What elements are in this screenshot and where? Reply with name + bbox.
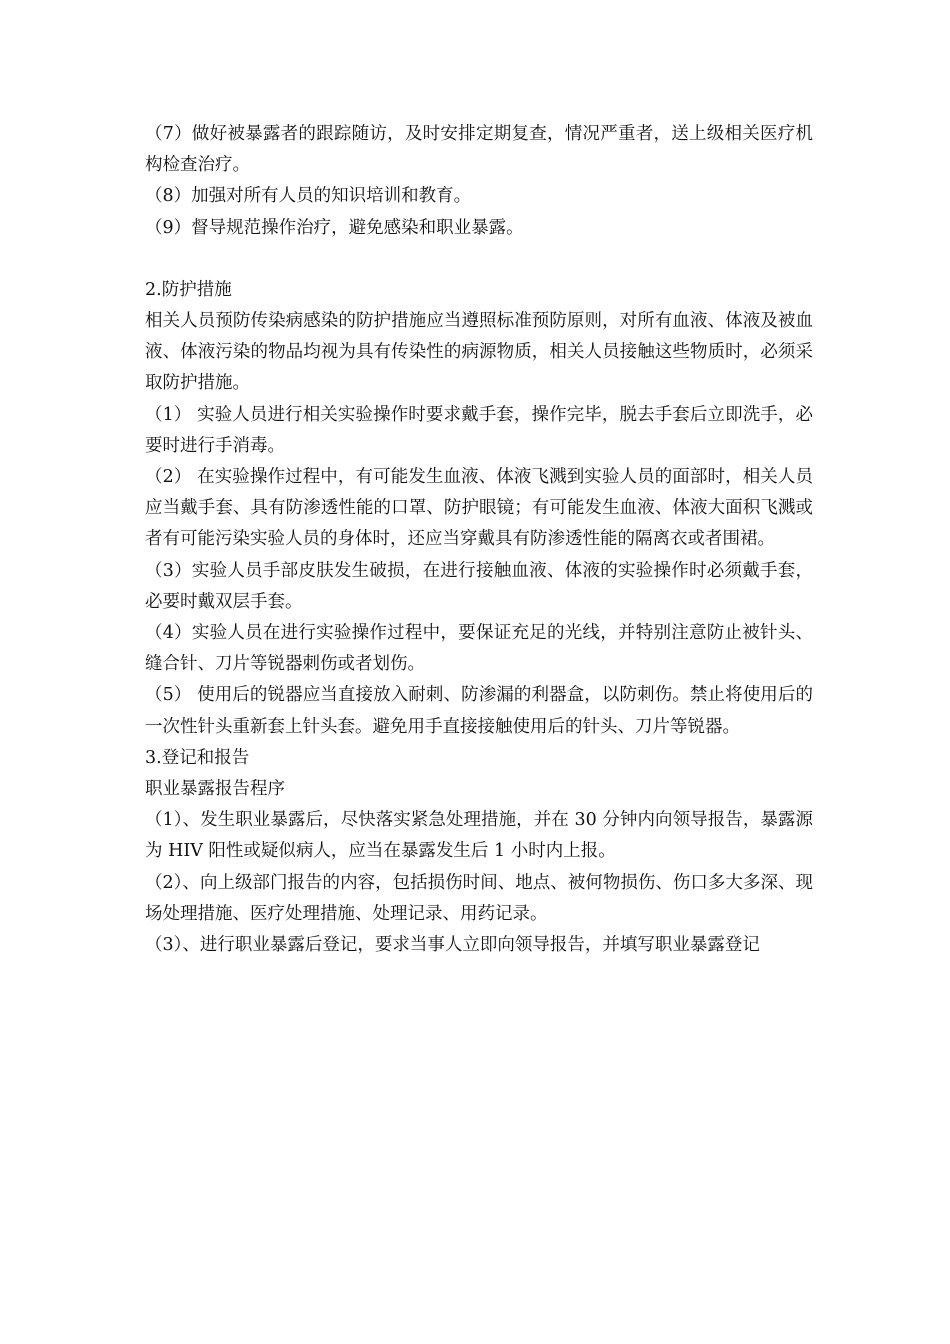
- report-item-3: （3）、进行职业暴露后登记，要求当事人立即向领导报告，并填写职业暴露登记: [145, 935, 760, 956]
- section-3-heading: 3.登记和报告: [145, 747, 250, 768]
- section-2-heading: 2.防护措施: [145, 279, 232, 300]
- protection-item-3: （3）实验人员手部皮肤发生破损，在进行接触血液、体液的实验操作时必须戴手套，必要时戴双层手套。: [145, 560, 813, 612]
- report-item-2: （2）、向上级部门报告的内容，包括损伤时间、地点、被何物损伤、伤口多大多深、现场处理措施、医疗处理措施、处理记录、用药记录。: [145, 872, 813, 924]
- protection-item-5: （5） 使用后的锐器应当直接放入耐刺、防渗漏的利器盒，以防刺伤。禁止将使用后的一次性针头重新套上针头套。避免用手直接接触使用后的针头、刀片等锐器。: [145, 685, 813, 737]
- document-body: [145, 119, 813, 961]
- list-item-8: （8）加强对所有人员的知识培训和教育。: [145, 186, 472, 207]
- protection-item-4: （4）实验人员在进行实验操作过程中，要保证充足的光线，并特别注意防止被针头、缝合针、刀片等锐器刺伤或者划伤。: [145, 623, 813, 675]
- list-b: [145, 400, 813, 743]
- section-spacer: [145, 244, 813, 275]
- protection-item-2: （2） 在实验操作过程中，有可能发生血液、体液飞溅到实验人员的面部时，相关人员应当戴手套、具有防渗透性能的口罩、防护眼镜；有可能发生血液、体液大面积飞溅或者有可能污染实验人员的身体时，还应当穿戴具有防渗透性能的隔离衣或者围裙。: [145, 467, 813, 550]
- list-a: [145, 119, 813, 244]
- list-c: [145, 805, 813, 961]
- section-2-intro: 相关人员预防传染病感染的防护措施应当遵照标准预防原则，对所有血液、体液及被血液、体液污染的物品均视为具有传染性的病源物质，相关人员接触这些物质时，必须采取防护措施。: [145, 311, 813, 394]
- report-item-1: （1）、发生职业暴露后，尽快落实紧急处理措施，并在 30 分钟内向领导报告，暴露源为 HIV 阳性或疑似病人，应当在暴露发生后 1 小时内上报。: [145, 810, 813, 862]
- protection-item-1: （1） 实验人员进行相关实验操作时要求戴手套，操作完毕，脱去手套后立即洗手，必要时进行手消毒。: [145, 404, 813, 456]
- list-item-7: （7）做好被暴露者的跟踪随访，及时安排定期复查，情况严重者，送上级相关医疗机构检查治疗。: [145, 124, 813, 176]
- list-item-9: （9）督导规范操作治疗，避免感染和职业暴露。: [145, 217, 524, 238]
- section-3-subheading: 职业暴露报告程序: [145, 779, 285, 800]
